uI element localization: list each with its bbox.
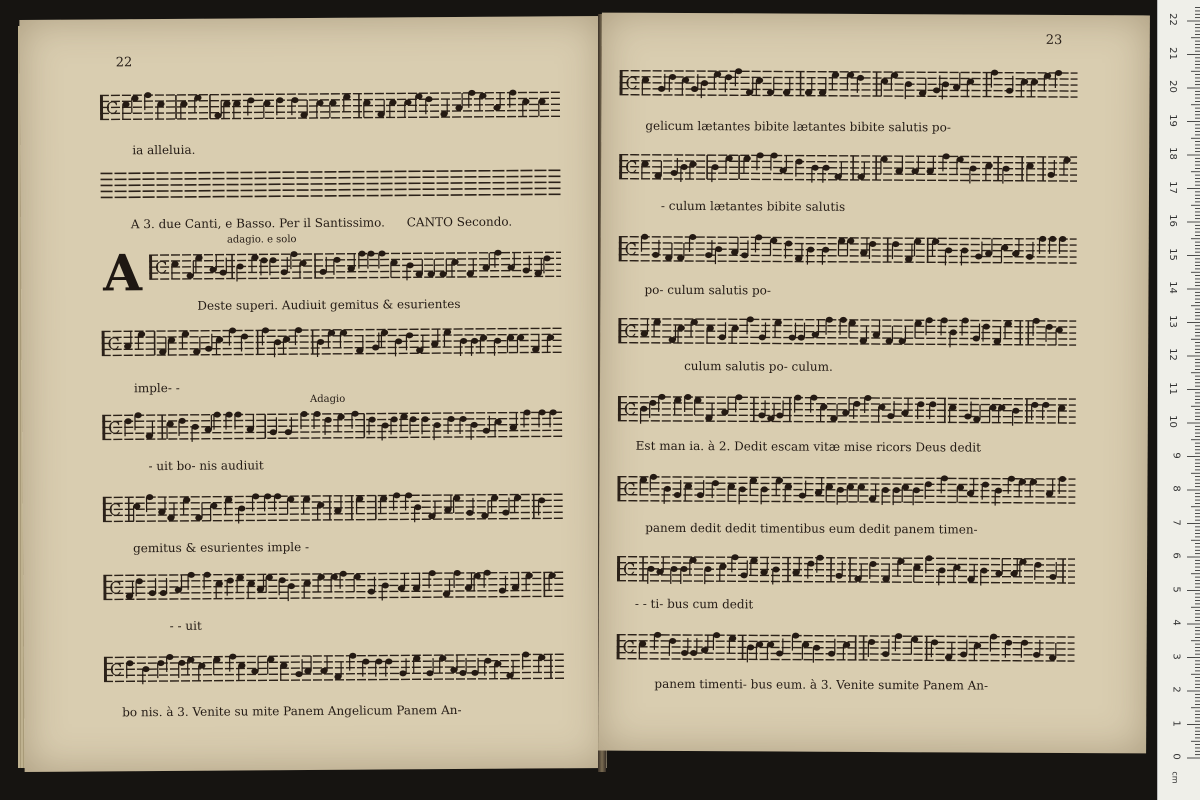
svg-text:C: C xyxy=(623,399,637,419)
ruler-number: 20 xyxy=(1167,80,1179,93)
music-staff xyxy=(103,486,563,533)
svg-text:C: C xyxy=(625,157,638,177)
ruler-number: 9 xyxy=(1170,451,1182,459)
lyric-line: - culum lætantes bibite salutis xyxy=(660,198,846,214)
page-number-right: 23 xyxy=(1045,32,1063,48)
svg-text:C: C xyxy=(624,239,637,259)
lyric-line: panem dedit dedit timentibus eum dedit panem timen- xyxy=(645,520,978,537)
svg-text:C: C xyxy=(155,258,168,278)
lyric-line: gemitus & esurientes imple - xyxy=(133,540,310,556)
lyric-line: - uit bo- nis audiuit xyxy=(148,458,264,474)
svg-text:C: C xyxy=(622,637,635,657)
lyric-line: ia alleluia. xyxy=(132,142,196,158)
page-number-left: 22 xyxy=(115,55,133,71)
svg-text:C: C xyxy=(109,660,123,680)
svg-text:C: C xyxy=(623,479,636,499)
ruler-number: 16 xyxy=(1167,214,1179,227)
lyric-line: panem timenti- bus eum. à 3. Venite sumite Panem An- xyxy=(654,676,989,693)
title-line: A 3. due Canti, e Basso. Per il Santissimo. xyxy=(130,215,385,232)
ruler-unit: cm xyxy=(1170,771,1180,784)
lyric-line: gelicum lætantes bibite lætantes bibite salutis po- xyxy=(645,118,951,135)
right-page xyxy=(598,13,1150,754)
music-staff xyxy=(103,564,563,611)
ruler-number: 17 xyxy=(1167,180,1179,194)
ruler-number: 1 xyxy=(1170,719,1182,727)
ruler-number: 10 xyxy=(1167,415,1179,428)
ruler-number: 11 xyxy=(1167,381,1179,395)
music-staff xyxy=(616,627,1074,673)
ruler-number: 6 xyxy=(1170,552,1182,559)
svg-text:C: C xyxy=(624,321,637,341)
measurement-ruler xyxy=(1157,0,1200,800)
music-staff xyxy=(619,147,1077,193)
music-staff xyxy=(618,389,1076,435)
music-staff xyxy=(617,469,1075,515)
ruler-number: 12 xyxy=(1167,348,1179,361)
music-staff xyxy=(619,63,1077,109)
music-staff xyxy=(617,549,1075,595)
svg-text:C: C xyxy=(108,500,122,520)
music-staff xyxy=(102,320,562,367)
ruler-number: 22 xyxy=(1167,13,1179,26)
lyric-line: - - uit xyxy=(169,618,202,634)
decorated-initial: A xyxy=(102,243,143,303)
ruler-number: 14 xyxy=(1167,281,1179,294)
svg-text:C: C xyxy=(107,334,120,354)
ruler-number: 18 xyxy=(1167,147,1179,160)
ruler-number: 8 xyxy=(1170,485,1182,492)
heading-line xyxy=(131,215,513,232)
lyric-line: imple- - xyxy=(133,380,180,396)
adagio-marking: Adagio xyxy=(310,393,346,406)
ruler-number: 7 xyxy=(1170,518,1182,526)
music-staff xyxy=(618,311,1076,357)
ruler-number: 5 xyxy=(1170,585,1182,593)
empty-staff xyxy=(100,166,560,205)
music-staff xyxy=(149,244,561,291)
lyric-line: culum salutis po- culum. xyxy=(684,359,833,374)
svg-text:C: C xyxy=(109,578,122,598)
lyric-line: Deste superi. Audiuit gemitus & esurientes xyxy=(197,296,461,313)
part-name: CANTO Secondo. xyxy=(406,214,513,230)
ruler-number: 13 xyxy=(1167,314,1179,328)
ruler-number: 3 xyxy=(1170,652,1182,660)
music-staff xyxy=(619,229,1077,275)
lyric-line: Est man ia. à 2. Dedit escam vitæ mise ricors Deus dedit xyxy=(635,438,981,455)
ruler-number: 19 xyxy=(1167,113,1179,127)
svg-text:C: C xyxy=(105,98,119,118)
music-staff xyxy=(104,646,564,693)
ruler-number: 21 xyxy=(1167,46,1179,60)
music-staff xyxy=(100,84,560,131)
lyric-line: - - ti- bus cum dedit xyxy=(634,596,754,612)
ruler-ticks xyxy=(1158,0,1200,800)
music-staff xyxy=(102,404,562,451)
lyric-line: bo nis. à 3. Venite su mite Panem Angelicum Panem An- xyxy=(122,702,462,720)
left-page xyxy=(19,16,606,772)
svg-text:C: C xyxy=(108,418,121,438)
ruler-number: 0 xyxy=(1170,753,1182,760)
lyric-line: po- culum salutis po- xyxy=(644,282,771,298)
ruler-number: 4 xyxy=(1170,619,1182,626)
svg-text:C: C xyxy=(622,559,636,579)
tempo-marking: adagio. e solo xyxy=(226,234,297,246)
svg-text:C: C xyxy=(625,73,638,93)
ruler-number: 2 xyxy=(1170,686,1182,693)
ruler-number: 15 xyxy=(1167,247,1179,261)
